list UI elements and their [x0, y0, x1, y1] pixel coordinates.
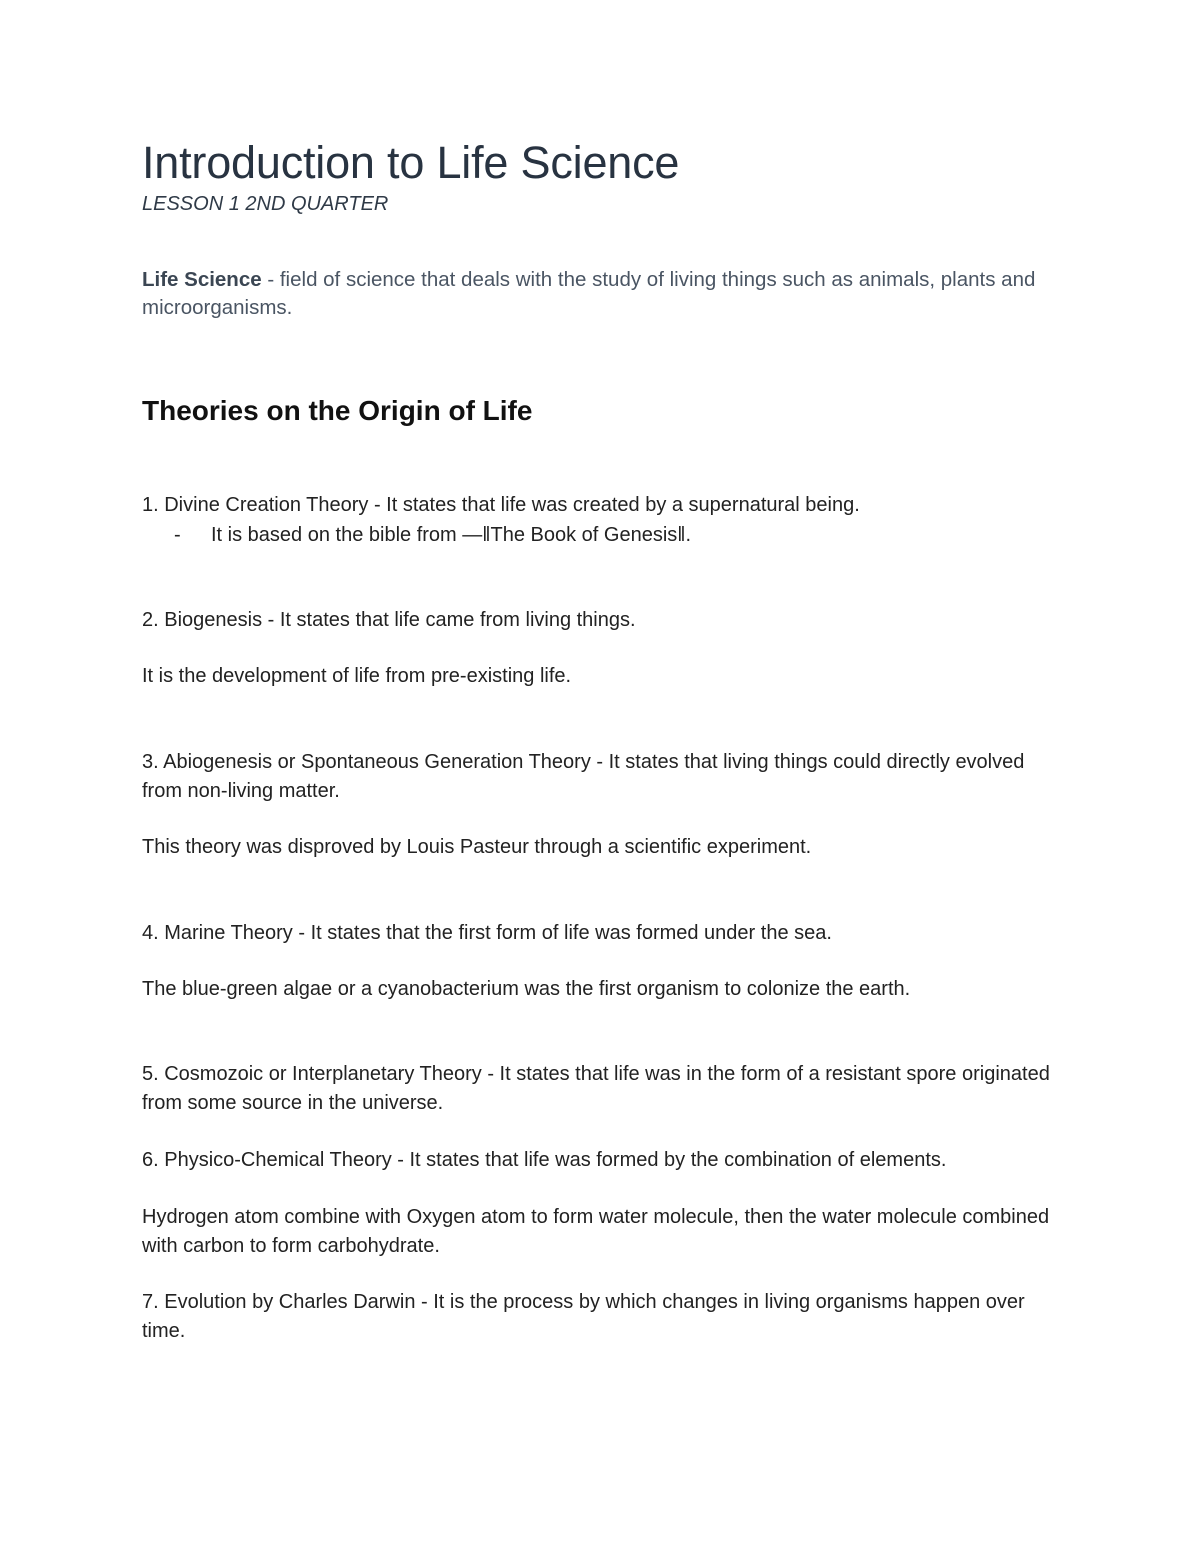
lesson-subtitle: LESSON 1 2ND QUARTER: [142, 193, 389, 215]
theory-5-cosmozoic: 5. Cosmozoic or Interplanetary Theory - It states that life was in the form of a resistant spore originated from some source in the universe.: [142, 1063, 1050, 1114]
bullet-text: It is based on the bible from ―‖The Book of Genesis‖.: [211, 524, 692, 546]
theory-3-abiogenesis: 3. Abiogenesis or Spontaneous Generation Theory - It states that living things could directly evolved from non-living matter.: [142, 751, 1025, 802]
theory-2-detail: It is the development of life from pre-existing life.: [142, 665, 572, 687]
theory-6-detail: Hydrogen atom combine with Oxygen atom to form water molecule, then the water molecule combined with carbon to form carbohydrate.: [142, 1206, 1050, 1257]
theory-1-bullet: [174, 521, 1094, 550]
theory-2-biogenesis: 2. Biogenesis - It states that life came from living things.: [142, 609, 636, 631]
section-heading: Theories on the Origin of Life: [142, 395, 533, 426]
definition-term: Life Science: [142, 268, 262, 291]
theory-6-physico-chemical: 6. Physico-Chemical Theory - It states that life was formed by the combination of elements.: [142, 1149, 947, 1171]
definition-text: - field of science that deals with the study of living things such as animals, plants and microorganisms.: [142, 268, 1036, 319]
document-title: Introduction to Life Science: [142, 137, 680, 188]
life-science-definition: [142, 266, 1072, 322]
theory-1-divine-creation: 1. Divine Creation Theory - It states that life was created by a supernatural being.: [142, 494, 860, 516]
bullet-dash: -: [174, 524, 181, 546]
theory-3-detail: This theory was disproved by Louis Pasteur through a scientific experiment.: [142, 836, 812, 858]
theory-4-marine: 4. Marine Theory - It states that the first form of life was formed under the sea.: [142, 922, 832, 944]
theory-7-evolution: 7. Evolution by Charles Darwin - It is the process by which changes in living organisms happen over time.: [142, 1291, 1025, 1342]
theory-4-detail: The blue-green algae or a cyanobacterium was the first organism to colonize the earth.: [142, 978, 911, 1000]
